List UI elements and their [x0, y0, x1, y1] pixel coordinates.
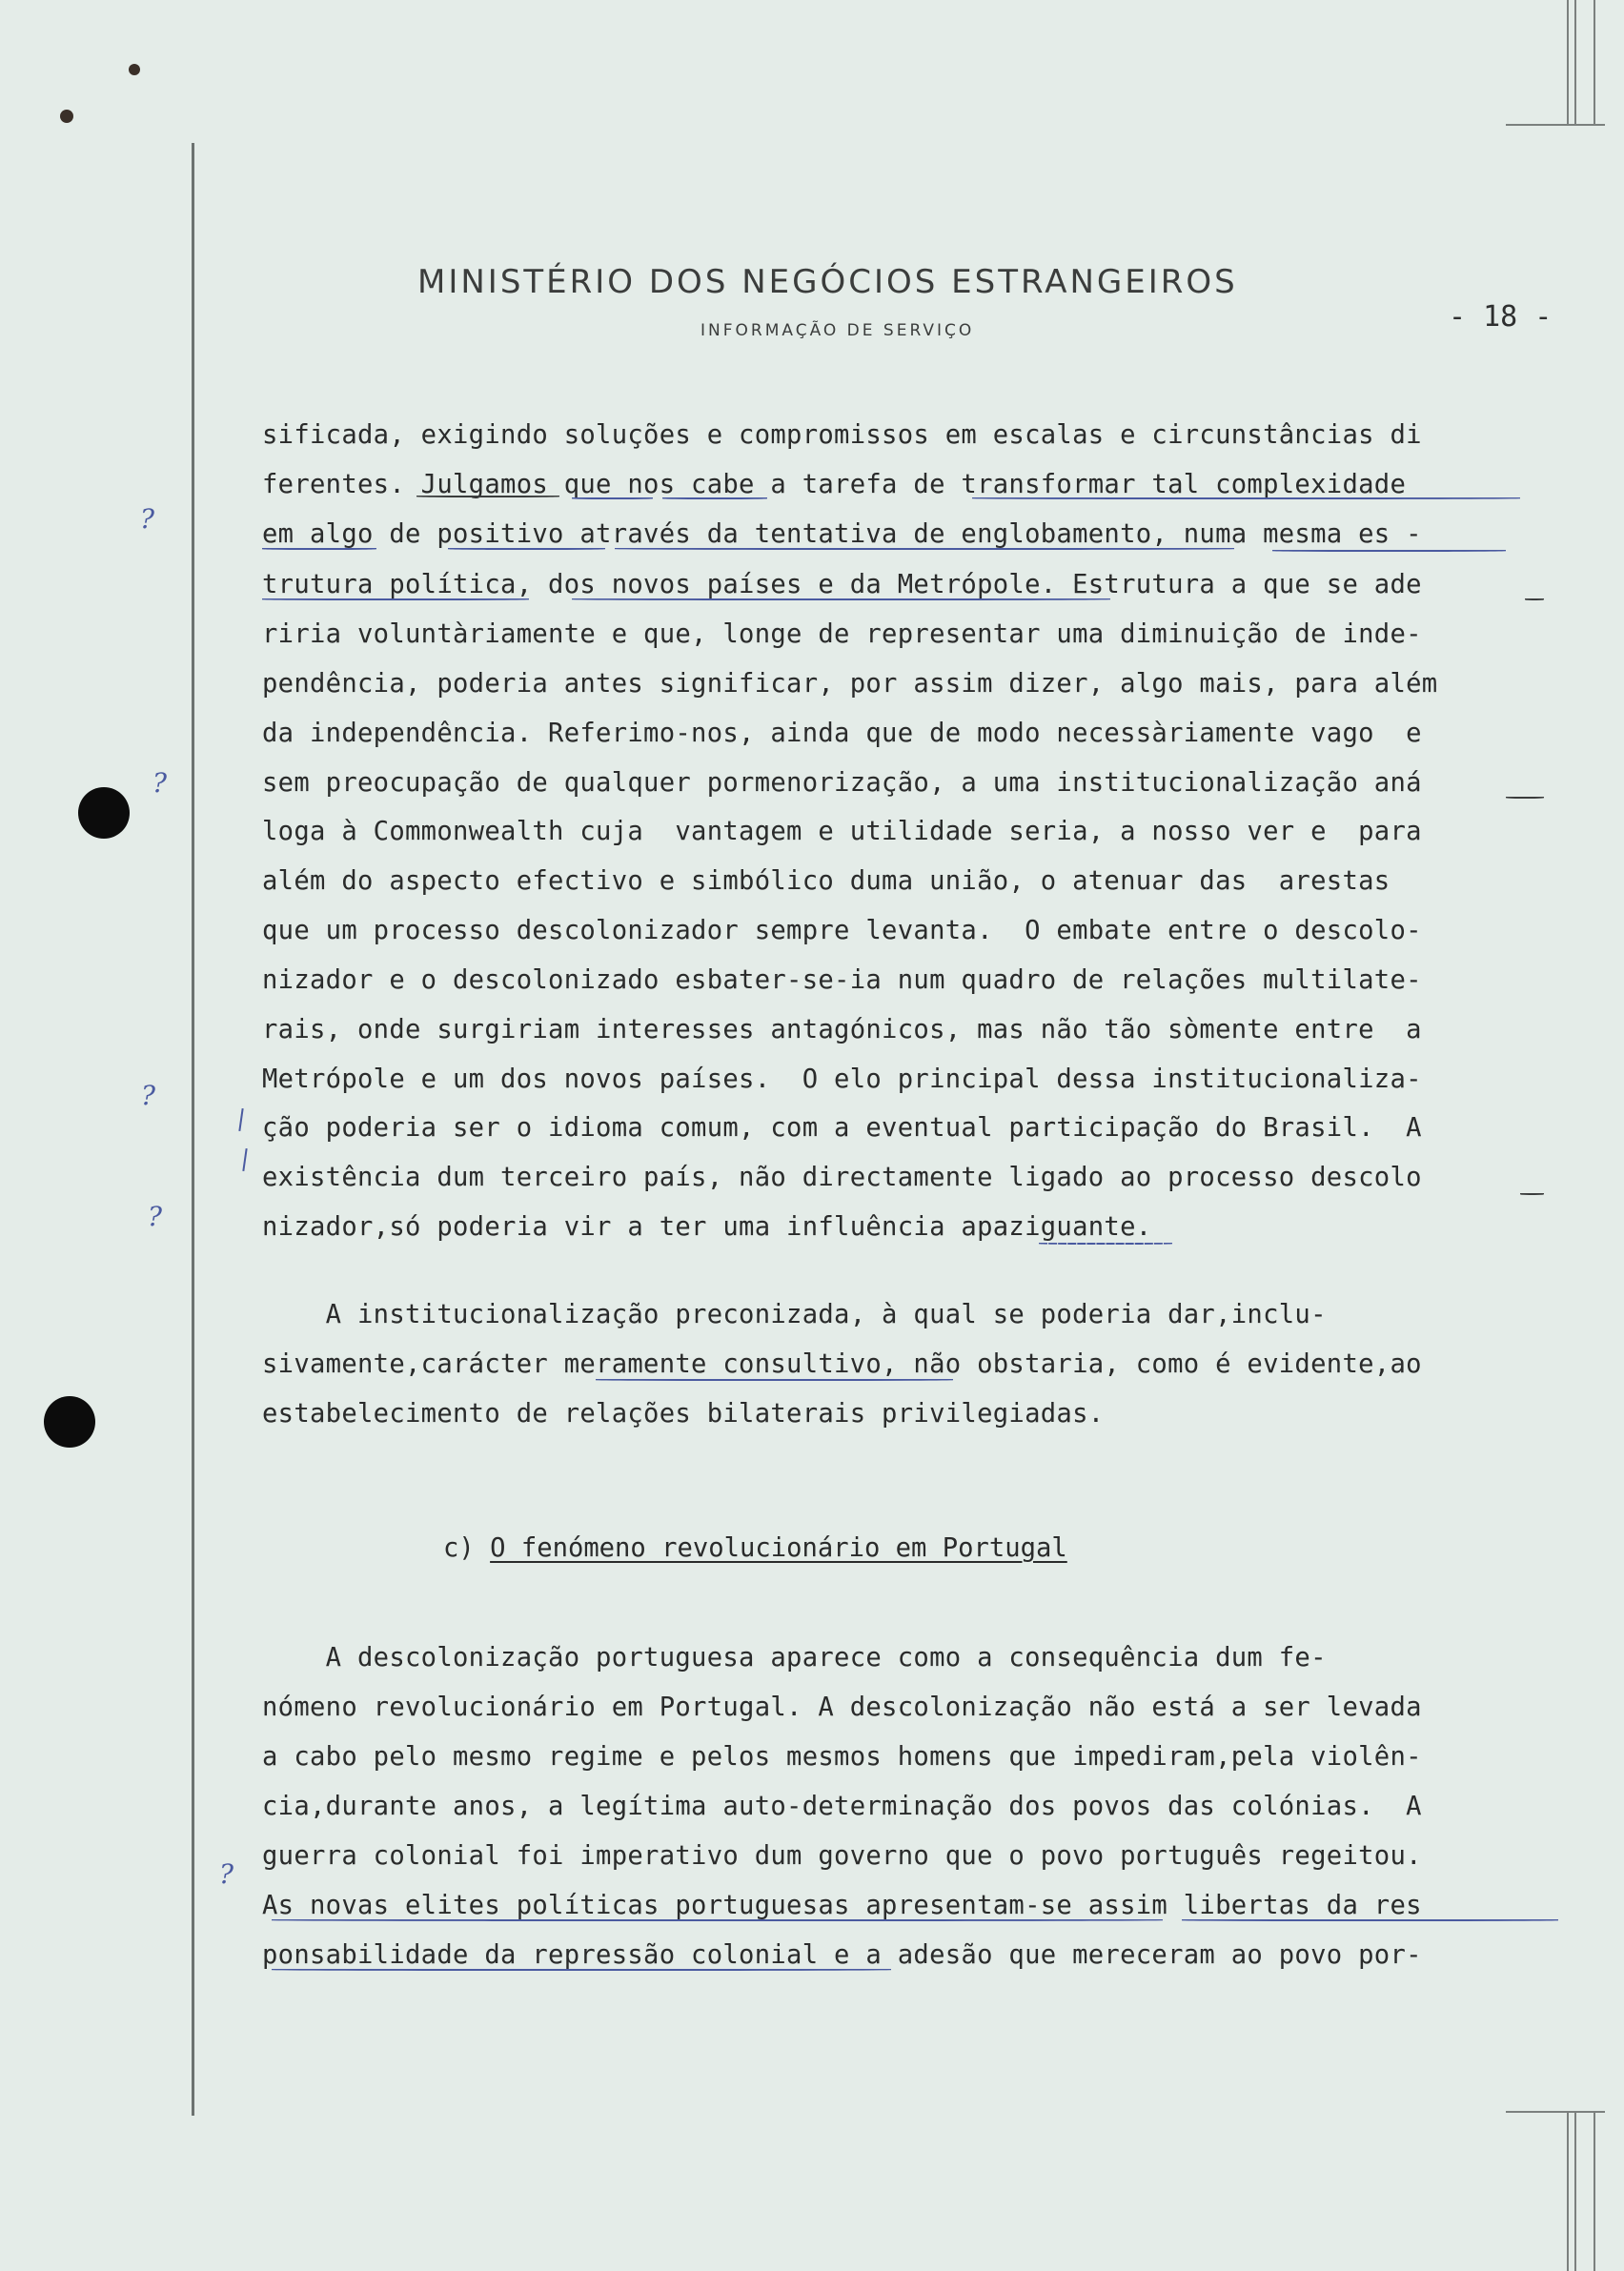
text-line: a cabo pelo mesmo regime e pelos mesmos homens que impediram,pela violên- [262, 1742, 1422, 1772]
margin-question-mark: ? [141, 1080, 156, 1111]
page-number: - 18 - [1449, 300, 1553, 334]
underline [262, 548, 376, 550]
edge-line [1567, 0, 1569, 124]
text-line: guerra colonial foi imperativo dum governo que o povo português regeitou. [262, 1841, 1422, 1871]
underline [272, 1969, 891, 1971]
margin-question-mark: ? [140, 503, 155, 535]
text-line: além do aspecto efectivo e simbólico duma união, o atenuar das arestas [262, 866, 1391, 896]
stain-mark [129, 64, 140, 75]
text-line: nizador e o descolonizado esbater-se-ia num quadro de relações multilate- [262, 965, 1422, 995]
text-line: nizador,só poderia vir a ter uma influência apaziguante. [262, 1212, 1152, 1242]
text-line: rais, onde surgiriam interesses antagónicos, mas não tão sòmente entre a [262, 1015, 1422, 1044]
text-line: sivamente,carácter meramente consultivo, não obstaria, como é evidente,ao [262, 1349, 1422, 1379]
corner-rule [1506, 2111, 1605, 2113]
underline [448, 548, 605, 550]
text-line: ponsabilidade da repressão colonial e a adesão que mereceram ao povo por- [262, 1940, 1422, 1970]
underline [1525, 598, 1544, 600]
underline [262, 598, 529, 600]
margin-question-mark: ? [219, 1858, 234, 1890]
underline [1182, 1919, 1558, 1921]
underline [1039, 1243, 1172, 1245]
edge-line [1574, 2111, 1576, 2271]
underline [572, 598, 1110, 600]
text-line: As novas elites políticas portuguesas apresentam-se assim libertas da res [262, 1891, 1422, 1920]
corner-rule [1506, 124, 1605, 126]
section-heading-title: O fenómeno revolucionário em Portugal [490, 1533, 1067, 1563]
text-line: existência dum terceiro país, não directamente ligado ao processo descolo [262, 1163, 1422, 1192]
underline [662, 497, 767, 499]
ministry-title: MINISTÉRIO DOS NEGÓCIOS ESTRANGEIROS [417, 263, 1238, 301]
underline [972, 497, 1520, 499]
underline [1506, 797, 1544, 799]
margin-question-mark: ? [152, 767, 168, 799]
left-margin-rule [192, 143, 194, 2116]
text-line: A institucionalização preconizada, à qual se poderia dar,inclu- [262, 1300, 1327, 1329]
underline [615, 548, 1234, 550]
text-line: que um processo descolonizador sempre levanta. O embate entre o descolo- [262, 916, 1422, 945]
edge-line [1567, 2111, 1569, 2271]
punch-hole [78, 787, 130, 839]
text-line: em algo de positivo através da tentativa de englobamento, numa mesma es - [262, 519, 1422, 549]
stain-mark [60, 110, 73, 123]
section-heading [443, 1530, 1067, 1568]
underline [416, 496, 559, 497]
text-line: loga à Commonwealth cuja vantagem e utilidade seria, a nosso ver e para [262, 817, 1422, 846]
margin-tick [242, 1148, 247, 1171]
text-line: nómeno revolucionário em Portugal. A descolonização não está a ser levada [262, 1693, 1422, 1722]
text-line: sem preocupação de qualquer pormenorização, a uma institucionalização aná [262, 768, 1422, 798]
text-line: A descolonização portuguesa aparece como a consequência dum fe- [262, 1643, 1327, 1673]
edge-line [1594, 0, 1595, 124]
text-line: da independência. Referimo-nos, ainda que de modo necessàriamente vago e [262, 719, 1422, 748]
edge-line [1574, 0, 1576, 124]
service-subtitle: INFORMAÇÃO DE SERVIÇO [700, 321, 975, 340]
section-heading-prefix: c) [443, 1533, 491, 1563]
underline [272, 1919, 1163, 1921]
margin-tick [238, 1108, 243, 1131]
underline [1272, 550, 1506, 552]
text-line: pendência, poderia antes significar, por assim dizer, algo mais, para além [262, 669, 1438, 699]
text-line: cia,durante anos, a legítima auto-determinação dos povos das colónias. A [262, 1792, 1422, 1821]
text-line: riria voluntàriamente e que, longe de representar uma diminuição de inde- [262, 619, 1422, 649]
underline [572, 497, 653, 499]
margin-question-mark: ? [148, 1201, 163, 1232]
text-line: sificada, exigindo soluções e compromissos em escalas e circunstâncias di [262, 420, 1422, 450]
punch-hole [44, 1396, 95, 1448]
text-line: trutura política, dos novos países e da Metrópole. Estrutura a que se ade [262, 570, 1422, 599]
text-line: estabelecimento de relações bilaterais privilegiadas. [262, 1399, 1105, 1429]
underline [596, 1379, 953, 1381]
edge-line [1594, 2111, 1595, 2271]
underline [1520, 1193, 1544, 1195]
text-line: ção poderia ser o idioma comum, com a eventual participação do Brasil. A [262, 1113, 1422, 1143]
text-line: Metrópole e um dos novos países. O elo principal dessa institucionaliza- [262, 1065, 1422, 1094]
text-line: ferentes. Julgamos que nos cabe a tarefa de transformar tal complexidade [262, 470, 1407, 499]
